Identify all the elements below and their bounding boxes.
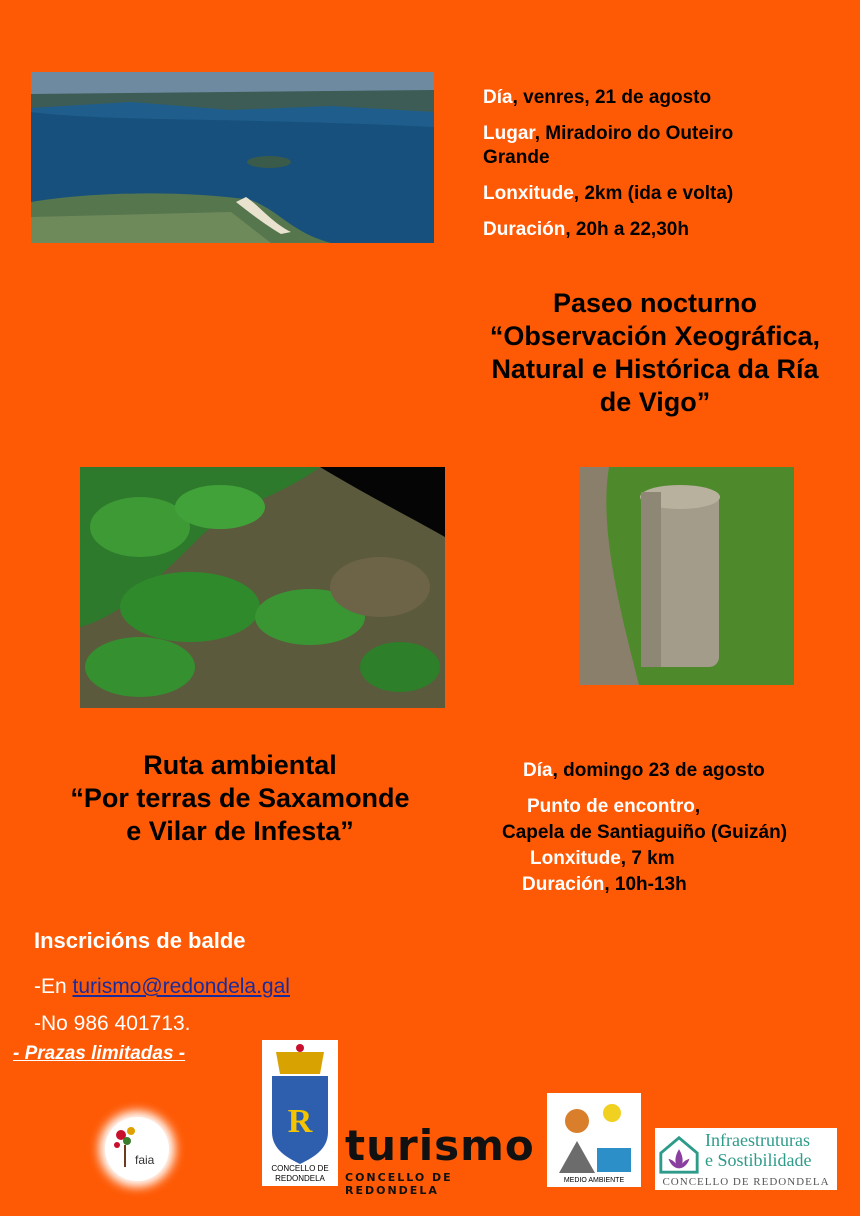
tree-icon — [105, 1117, 169, 1181]
infra-subtitle: CONCELLO DE REDONDELA — [662, 1176, 830, 1188]
event2-length: Lonxitude, 7 km — [530, 848, 675, 869]
inscricions-title: Inscricións de balde — [34, 928, 246, 953]
event1-place: Lugar, Miradoiro do Outeiro Grande — [483, 123, 734, 168]
event2-chapel: Capela de Santiaguiño (Guizán) — [502, 822, 788, 843]
infra-title: Infraestruturas e Sostibilidade — [705, 1130, 812, 1170]
event2-info — [490, 758, 850, 898]
event1-title: Paseo nocturno “Observación Xeográfica, Natural e Histórica da Ría de Vigo” — [489, 288, 821, 417]
house-lotus-icon — [657, 1132, 701, 1176]
turismo-logo — [345, 1121, 535, 1197]
event2-duration: Duración, 10h-13h — [522, 874, 687, 895]
event2-title: Ruta ambiental “Por terras de Saxamonde e Vilar de Infesta” — [70, 750, 410, 846]
email-link[interactable]: turismo@redondela.gal — [72, 975, 290, 998]
inscricions-phone: -No 986 401713. — [34, 1012, 191, 1035]
ria-aerial-photo — [31, 72, 434, 243]
prazas-limitadas: - Prazas limitadas - — [13, 1043, 186, 1064]
concello-label: CONCELLO DE REDONDELA — [271, 1164, 329, 1183]
event1-info — [483, 86, 803, 242]
event2-meeting: Punto de encontro, — [527, 796, 701, 817]
medio-ambiente-label: MEDIO AMBIENTE — [563, 1177, 625, 1184]
turismo-subtitle: CONCELLO DE REDONDELA — [345, 1171, 453, 1197]
nature-icon — [547, 1093, 641, 1187]
liverwort-photo — [80, 467, 445, 708]
infraestruturas-logo — [655, 1128, 837, 1190]
svg-text:R: R — [287, 1103, 313, 1140]
event1-date: Día, venres, 21 de agosto — [483, 87, 712, 108]
concello-redondela-logo — [262, 1040, 338, 1186]
event2-date: Día, domingo 23 de agosto — [523, 760, 765, 781]
event1-duration: Duración, 20h a 22,30h — [483, 219, 689, 240]
stone-post-photo — [579, 467, 794, 685]
faia-logo — [105, 1117, 169, 1181]
turismo-word: turismo — [345, 1121, 535, 1170]
faia-text: faia — [135, 1153, 155, 1167]
event1-length: Lonxitude, 2km (ida e volta) — [483, 183, 734, 204]
inscricions-email-line: -En turismo@redondela.gal — [34, 975, 290, 998]
medio-ambiente-logo — [547, 1093, 641, 1187]
